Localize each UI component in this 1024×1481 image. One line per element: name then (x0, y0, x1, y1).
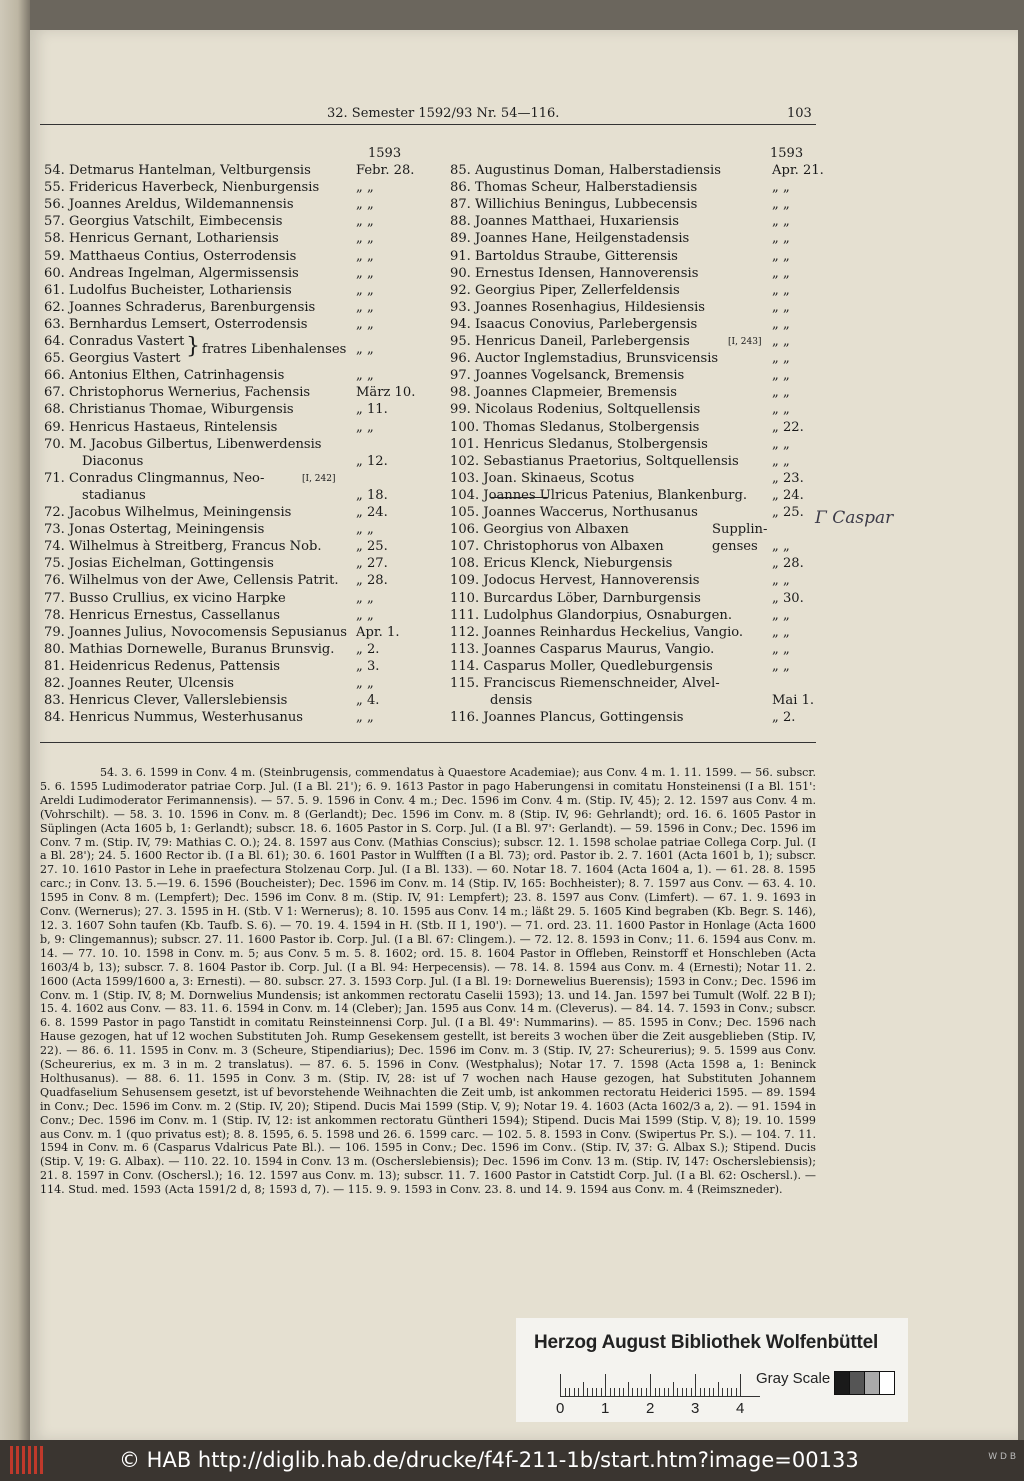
entry-name: 90. Ernestus Idensen, Hannoverensis (450, 265, 699, 281)
library-stamp (516, 1318, 908, 1422)
entry-name: 101. Henricus Sledanus, Stolbergensis (450, 436, 708, 452)
register-entry (44, 591, 286, 606)
register-entry (450, 522, 629, 537)
entry-name: 55. Fridericus Haverbeck, Nienburgensis (44, 180, 320, 196)
ruler-tick (727, 1388, 728, 1396)
entry-date: Febr. 28. (356, 163, 415, 178)
entry-date: „ „ (772, 607, 790, 623)
ruler-tick (695, 1374, 696, 1396)
header-rule (40, 124, 816, 125)
entry-date: „ „ (356, 522, 374, 538)
register-entry (44, 385, 310, 400)
entry-date: „ „ (772, 248, 790, 264)
ruler-number: 1 (601, 1400, 610, 1417)
entry-name: 95. Henricus Daneil, Parlebergensis (450, 334, 690, 349)
gray-swatch-dark (849, 1371, 865, 1395)
register-entry (450, 317, 697, 332)
register-entry (450, 351, 718, 366)
register-entry (450, 385, 677, 400)
page-number: 103 (787, 106, 812, 121)
register-entry (450, 676, 720, 691)
register-entry (450, 197, 697, 212)
ruler-tick (578, 1388, 579, 1396)
register-entry (450, 368, 684, 383)
register-entry (44, 539, 322, 554)
register-entry (450, 471, 634, 486)
entry-date: „ 24. (772, 487, 804, 503)
entry-name: 82. Joannes Reuter, Ulcensis (44, 676, 234, 691)
footnote-paragraph: 54. 3. 6. 1599 in Conv. 4 m. (Steinbrugensis, commendatus à Quaestore Academiae); aus Conv. 4 m. 1. 11. 1599. — 56. subscr. 5. 6. 1595 Ludimoderator patriae Corp. Jul. (I a Bl. 21'); 6. 9. 1613 Pastor in pago Haberungensi in comitatu Honsteinensi (I a Bl. 151': Areldi Ludimoderator Ferimannensis). — 57. 5. 9. 1596 in Conv. 4 m.; Dec. 1596 im Conv. 4 m. (Stip. IV, 45); 2. 12. 1597 aus Conv. 4 m. (Vohrschilt). — 58. 3. 10. 1596 in Conv. m. 8 (Gerlandt); Dec. 1596 im Conv. m. 8 (Stip. IV, 96: Gehrlandt); ord. 16. 6. 1605 Pastor in Süplingen (Acta 1605 b, 1: Gerlandt); subscr. 18. 6. 1605 Pastor in S. Corp. Jul. (I a Bl. 97': Gerlandt). — 59. 1596 in Conv.; Dec. 1596 im Conv. 7 m. (Stip. IV, 79: Mathias C. O.); 24. 8. 1597 aus Conv. (Mathias Conscius); subscr. 12. 1. 1598 scholae patriae Collega Corp. Jul. (I a Bl. 28'); 24. 5. 1600 Rector ib. (I a Bl. 61); 30. 6. 1601 Pastor in Wulfften (I a Bl. 73); ord. Pastor ib. 2. 7. 1601 (Acta 1601 b, 1); subscr. 27. 10. 1610 Pastor in Lehe in praefectura Stolzenau Corp. Jul. (I a Bl. 133). — 60. Notar 18. 7. 1604 (Acta 1604 a, 1). — 61. 28. 8. 1595 carc.; in Conv. 13. 5.—19. 6. 1596 (Boucheister); Dec. 1596 im Conv. m. 14 (Stip. IV, 165: Bochheister); 8. 7. 1597 aus Conv. — 63. 4. 10. 1595 in Conv. 8 m. (Lempfert); Dec. 1596 im Conv. 8 m. (Stip. IV, 91: Lempfert); 23. 8. 1597 aus Conv. (Limfert). — 67. 1. 9. 1693 in Conv. (Wernerus); 27. 3. 1595 in H. (Stb. V 1: Wernerus); 8. 10. 1595 aus Conv. 14 m.; läßt 29. 5. 1605 Kind begraben (Kb. Begr. S. 146), 12. 3. 1607 Sohn taufen (Kb. Taufb. S. 6). — 70. 19. 4. 1594 in H. (Stb. II 1, 190'). — 71. ord. 23. 11. 1600 Pastor in Honlage (Acta 1600 b, 9: Clingemannus); subscr. 27. 11. 1600 Pastor ib. Corp. Jul. (I a Bl. 67: Clingem.). — 72. 12. 8. 1593 in Conv.; 11. 6. 1594 aus Conv. m. 14. — 77. 10. 10. 1598 in Conv. m. 5; aus Conv. 5 m. 5. 8. 1602; ord. 15. 8. 1604 Pastor in Offleben, Reinstorff et Honschleben (Acta 1603/4 b, 13); subscr. 7. 8. 1604 Pastor ib. Corp. Jul. (I a Bl. 94: Herpecensis). — 78. 14. 8. 1594 aus Conv. m. 4 (Ernesti); Notar 11. 2. 1600 (Acta 1599/1600 a, 3: Ernesti). — 80. subscr. 27. 3. 1593 Corp. Jul. (I a Bl. 19: Dornewelius Buerensis); 1593 in Conv.; Dec. 1596 im Conv. m. 1 (Stip. IV, 8; M. Dornwelius Mundensis; ist ankommen rectoratu Caselii 1593); 13. und 14. Jan. 1597 bei Tumult (Wolf. 22 B I); 15. 4. 1602 aus Conv. — 83. 11. 6. 1594 in Conv. m. 14 (Cleber); Jan. 1595 aus Conv. 14 m. (Cleverus). — 84. 14. 7. 1593 in Conv.; subscr. 6. 8. 1599 Pastor in pago Tanstidt in comitatu Reinsteinnensi Corp. Jul. (I a Bl. 49': Nummarins). — 85. 1595 in Conv.; Dec. 1596 nach Hause gezogen, hat uf 12 wochen Substituten Joh. Rump Gesekensem gestellt, ist bereits 3 wochen über die Zeit ausgeblieben (Stip. IV, 22). — 86. 6. 11. 1595 in Conv. m. 3 (Scheure, Stipendiarius); Dec. 1596 im Conv. m. 3 (Stip. IV, 27: Scheurerius); 9. 5. 1599 aus Conv. (Scheurerius, ex m. 3 in m. 2 translatus). — 87. 6. 5. 1596 in Conv. (Westphalus); Notar 17. 7. 1598 (Acta 1598 a, 1: Beninck Holthusanus). — 88. 6. 11. 1595 in Conv. 3 m. (Stip. IV, 28: ist uf 7 wochen nach Hause gezogen, hat Substituten Johannem Quadfaselium Sehusensem gesetzt, ist uf bevorstehende Weihnachten die Zeit umb, ist ankommen rectoratu Heiderici 1595. — 89. 1594 in Conv.; Dec. 1596 im Conv. m. 2 (Stip. IV, 20); Stipend. Ducis Mai 1599 (Stip. V, 9); Notar 19. 4. 1603 (Acta 1602/3 a, 2). — 91. 1594 in Conv.; Dec. 1596 im Conv. m. 1 (Stip. IV, 12: ist ankommen rectoratu Güntheri 1594); Stipend. Ducis Mai 1599 (Stip. V, 8); 19. 10. 1599 aus Conv. m. 1 (quo privatus est); 8. 8. 1595, 6. 5. 1598 und 26. 6. 1599 carc. — 102. 5. 8. 1593 in Conv. (Swipertus Pr. S.). — 104. 7. 11. 1594 in Conv. m. 6 (Casparus Vdalricus Pate Bl.). — 106. 1595 in Conv.; Dec. 1596 im Conv.. (Stip. IV, 37: G. Albax S.); Stipend. Ducis (Stip. V, 19: G. Albax). — 110. 22. 10. 1594 in Conv. 13 m. (Oscherslebiensis); Dec. 1596 im Conv. 13 m. (Stip. IV, 147: Oscherslebiensis); 21. 8. 1597 in Conv. (Oschersl.); 16. 12. 1597 aus Conv. m. 13); subscr. 11. 7. 1600 Pastor in Catstidt Corp. Jul. (I a Bl. 62: Oschersl.). — 114. Stud. med. 1593 (Acta 1591/2 d, 8; 1593 d, 7). — 115. 9. 9. 1593 in Conv. 23. 8. und 14. 9. 1594 aus Conv. m. 4 (Reimszneder). (40, 766, 816, 1197)
entry-name: 92. Georgius Piper, Zellerfeldensis (450, 282, 680, 298)
ruler-tick (583, 1382, 584, 1396)
register-entry (44, 471, 264, 486)
entry-name: 111. Ludolphus Glandorpius, Osnaburgen. (450, 607, 732, 623)
strike-through (490, 497, 548, 498)
entry-name: 88. Joannes Matthaei, Huxariensis (450, 214, 679, 230)
entry-name: 97. Joannes Vogelsanck, Bremensis (450, 368, 685, 384)
hab-logo (8, 1446, 48, 1474)
ruler-tick (592, 1388, 593, 1396)
entry-date: „ „ (772, 624, 790, 640)
register-entry (44, 608, 280, 623)
register-entry (450, 437, 708, 452)
entry-date: „ „ (772, 282, 790, 298)
ruler-tick (623, 1388, 624, 1396)
gray-swatch-light (864, 1371, 880, 1395)
register-entry (450, 608, 732, 623)
entry-name: 109. Jodocus Hervest, Hannoverensis (450, 573, 700, 589)
entry-date: Apr. 1. (356, 624, 400, 640)
entry-date: „ „ (772, 316, 790, 332)
entry-date: „ 4. (356, 693, 380, 709)
ruler-tick (614, 1388, 615, 1396)
register-entry (450, 231, 689, 246)
register-entry (44, 317, 307, 332)
supplin-label: Supplin- (712, 522, 768, 538)
entry-name: 106. Georgius von Albaxen (450, 522, 629, 538)
register-entry (44, 249, 296, 264)
entry-name: 59. Matthaeus Contius, Osterrodensis (44, 248, 297, 264)
entry-date: „ 22. (772, 419, 804, 435)
entry-name: 71. Conradus Clingmannus, Neo- (44, 470, 265, 486)
entry-date: „ 28. (356, 573, 388, 589)
entry-name: 65. Georgius Vastert (44, 351, 181, 367)
register-entry (44, 676, 234, 691)
entry-name: 63. Bernhardus Lemsert, Osterrodensis (44, 316, 308, 332)
fratres-date: „ „ (356, 342, 374, 357)
entry-name: 107. Christophorus von Albaxen (450, 539, 664, 555)
ruler-tick (673, 1382, 674, 1396)
entry-date: „ „ (356, 265, 374, 281)
ruler-tick (601, 1388, 602, 1396)
entry-date: „ „ (356, 248, 374, 264)
ruler-tick (569, 1388, 570, 1396)
footnote-rule (40, 742, 816, 743)
entry-date: „ „ (772, 402, 790, 418)
entry-name: 69. Henricus Hastaeus, Rintelensis (44, 419, 278, 435)
entry-date: „ 28. (772, 556, 804, 572)
ruler-number: 2 (646, 1400, 655, 1417)
entry-name: 94. Isaacus Conovius, Parlebergensis (450, 316, 698, 332)
gray-swatch-white (879, 1371, 895, 1395)
ruler-tick (560, 1374, 561, 1396)
entry-name: 114. Casparus Moller, Quedleburgensis (450, 658, 713, 674)
ruler-tick (709, 1388, 710, 1396)
entry-date: „ „ (356, 368, 374, 384)
entry-date: „ „ (772, 573, 790, 589)
register-entry (44, 214, 282, 229)
entry-name: 78. Henricus Ernestus, Cassellanus (44, 607, 280, 623)
copyright-url[interactable]: © HAB http://diglib.hab.de/drucke/f4f-211-1b/start.htm?image=00133 (119, 1448, 859, 1472)
register-entry (44, 300, 315, 315)
entry-date: „ „ (772, 368, 790, 384)
register-entry (450, 266, 698, 281)
entry-name: Diaconus (82, 453, 144, 469)
entry-date: „ „ (356, 710, 374, 726)
register-entry (450, 556, 672, 571)
entry-date: „ 18. (356, 487, 388, 503)
entry-date: „ 3. (356, 658, 380, 674)
entry-date: „ 2. (356, 641, 380, 657)
ruler-tick (655, 1388, 656, 1396)
entry-date: „ 25. (356, 539, 388, 555)
register-entry (450, 163, 721, 178)
entry-date: „ „ (772, 658, 790, 674)
register-entry (44, 351, 181, 366)
entry-date: „ „ (772, 214, 790, 230)
entry-date: „ „ (772, 265, 790, 281)
entry-date: „ „ (356, 197, 374, 213)
entry-name: 54. Detmarus Hantelman, Veltburgensis (44, 163, 311, 178)
register-entry (450, 505, 698, 520)
entry-name: 98. Joannes Clapmeier, Bremensis (450, 385, 677, 401)
entry-date: „ 11. (356, 402, 388, 418)
left-year: 1593 (368, 146, 402, 161)
register-entry (44, 283, 292, 298)
register-entry (450, 249, 678, 264)
register-entry (450, 300, 705, 315)
ruler-tick (686, 1388, 687, 1396)
ruler-tick (574, 1388, 575, 1396)
ruler-tick (718, 1382, 719, 1396)
entry-name: 91. Bartoldus Straube, Gitterensis (450, 248, 678, 264)
entry-name: 68. Christianus Thomae, Wiburgensis (44, 402, 294, 418)
entry-name: 80. Mathias Dornewelle, Buranus Brunsvig. (44, 641, 335, 657)
entry-date: „ „ (772, 334, 790, 349)
register-entry (44, 334, 184, 349)
register-entry (44, 659, 280, 674)
ruler-tick (740, 1374, 741, 1396)
entry-name: 75. Josias Eichelman, Gottingensis (44, 556, 274, 572)
document-page (30, 30, 1018, 1440)
handwritten-note: Γ Caspar (815, 508, 894, 528)
fratres-label: fratres Libenhalenses (202, 342, 347, 357)
entry-date: „ „ (356, 282, 374, 298)
register-entry (44, 642, 334, 657)
entry-name: 104. Joannes Ulricus Patenius, Blankenburg. (450, 487, 747, 503)
register-entry (450, 402, 700, 417)
entry-name: 83. Henricus Clever, Vallerslebiensis (44, 693, 288, 709)
entry-name: 85. Augustinus Doman, Halberstadiensis (450, 163, 721, 178)
register-entry (44, 505, 291, 520)
entry-date: März 10. (356, 385, 416, 401)
footnotes (40, 766, 816, 1197)
entry-name: 113. Joannes Casparus Maurus, Vangio. (450, 641, 715, 657)
reference-mark: [I, 242] (302, 473, 336, 484)
ruler-tick (691, 1388, 692, 1396)
entry-name: 102. Sebastianus Praetorius, Soltquellensis (450, 453, 739, 469)
register-entry (450, 420, 699, 435)
library-name: Herzog August Bibliothek Wolfenbüttel (534, 1332, 879, 1353)
register-entry (44, 522, 264, 537)
entry-date: „ „ (772, 180, 790, 196)
entry-name: 93. Joannes Rosenhagius, Hildesiensis (450, 299, 705, 315)
register-entry (44, 693, 287, 708)
entry-name: 66. Antonius Elthen, Catrinhagensis (44, 368, 285, 384)
entry-date: „ 25. (772, 505, 804, 520)
entry-date: „ „ (356, 231, 374, 247)
entry-date: „ „ (356, 676, 374, 691)
ruler-tick (646, 1388, 647, 1396)
register-entry (490, 693, 532, 708)
entry-date: „ „ (772, 385, 790, 401)
entry-date: „ „ (772, 231, 790, 247)
entry-name: 76. Wilhelmus von der Awe, Cellensis Patrit. (44, 573, 339, 589)
ruler-tick (659, 1388, 660, 1396)
entry-date: „ „ (356, 299, 374, 315)
register-entry (450, 710, 683, 725)
brace: } (186, 334, 200, 359)
ruler-tick (650, 1374, 651, 1396)
ruler-tick (565, 1388, 566, 1396)
ruler-tick (637, 1388, 638, 1396)
register-entry (44, 368, 284, 383)
register-entry (44, 163, 311, 178)
register-entry (450, 283, 680, 298)
scale-ruler (560, 1362, 760, 1397)
running-head-title: 32. Semester 1592/93 Nr. 54—116. (327, 106, 560, 121)
entry-date: „ „ (772, 197, 790, 213)
ruler-tick (677, 1388, 678, 1396)
entry-name: 108. Ericus Klenck, Nieburgensis (450, 556, 673, 572)
entry-name: 86. Thomas Scheur, Halberstadiensis (450, 180, 698, 196)
entry-date: „ „ (772, 539, 790, 555)
ruler-tick (736, 1388, 737, 1396)
ruler-tick (713, 1388, 714, 1396)
ruler-number: 3 (691, 1400, 700, 1417)
footer-mark: W D B (988, 1452, 1016, 1462)
register-entry (450, 659, 713, 674)
entry-name: 84. Henricus Nummus, Westerhusanus (44, 710, 303, 726)
gray-swatch-black (834, 1371, 850, 1395)
entry-date: „ 23. (772, 470, 804, 486)
ruler-tick (664, 1388, 665, 1396)
entry-name: 57. Georgius Vatschilt, Eimbecensis (44, 214, 283, 230)
entry-name: 62. Joannes Schraderus, Barenburgensis (44, 299, 316, 315)
entry-date: „ 2. (772, 710, 796, 726)
entry-name: 61. Ludolfus Bucheister, Lothariensis (44, 282, 292, 298)
ruler-tick (587, 1388, 588, 1396)
supplin-label: genses (712, 539, 758, 555)
reference-mark: [I, 243] (728, 337, 762, 347)
entry-date: „ „ (772, 641, 790, 657)
entry-name: 74. Wilhelmus à Streitberg, Francus Nob. (44, 539, 322, 555)
register-entry (450, 539, 664, 554)
entry-date: „ „ (356, 180, 374, 196)
entry-date: „ „ (772, 436, 790, 452)
ruler-tick (605, 1374, 606, 1396)
entry-name: 77. Busso Crullius, ex vicino Harpke (44, 590, 286, 606)
ruler-tick (632, 1388, 633, 1396)
entry-name: 58. Henricus Gernant, Lothariensis (44, 231, 279, 247)
entry-name: stadianus (82, 487, 146, 503)
register-entry (44, 625, 347, 640)
entry-name: 81. Heidenricus Redenus, Pattensis (44, 658, 281, 674)
footer-bar (0, 1440, 1024, 1481)
register-entry (44, 266, 299, 281)
register-entry (44, 180, 319, 195)
entry-name: 60. Andreas Ingelman, Algermissensis (44, 265, 299, 281)
register-entry (450, 180, 697, 195)
ruler-tick (700, 1388, 701, 1396)
register-entry (450, 214, 679, 229)
register-entry (44, 556, 274, 571)
entry-name: 89. Joannes Hane, Heilgenstadensis (450, 231, 690, 247)
entry-name: 99. Nicolaus Rodenius, Soltquellensis (450, 402, 701, 418)
register-entry (44, 420, 277, 435)
ruler-tick (704, 1388, 705, 1396)
entry-date: „ 24. (356, 505, 388, 520)
entry-name: 67. Christophorus Wernerius, Fachensis (44, 385, 311, 401)
entry-name: 116. Joannes Plancus, Gottingensis (450, 710, 684, 726)
ruler-tick (668, 1388, 669, 1396)
entry-name: 103. Joan. Skinaeus, Scotus (450, 470, 635, 486)
register-entry (44, 197, 294, 212)
entry-name: densis (490, 693, 533, 709)
ruler-tick (610, 1388, 611, 1396)
register-entry (44, 437, 322, 452)
register-entry (450, 591, 701, 606)
entry-date: „ „ (772, 453, 790, 469)
entry-date: „ „ (772, 351, 790, 367)
register-entry (450, 642, 714, 657)
ruler-tick (641, 1388, 642, 1396)
entry-date: „ „ (356, 214, 374, 230)
ruler-number: 0 (556, 1400, 565, 1417)
entry-date: „ „ (356, 316, 374, 332)
entry-name: 87. Willichius Beningus, Lubbecensis (450, 197, 698, 213)
entry-name: 115. Franciscus Riemenschneider, Alvel- (450, 676, 720, 691)
register-entry (44, 402, 294, 417)
ruler-tick (722, 1388, 723, 1396)
entry-name: 73. Jonas Ostertag, Meiningensis (44, 522, 265, 538)
ruler-tick (596, 1388, 597, 1396)
entry-name: 64. Conradus Vastert (44, 334, 185, 349)
ruler-tick (682, 1388, 683, 1396)
entry-date: „ 30. (772, 590, 804, 606)
entry-date: Apr. 21. (772, 163, 824, 178)
entry-name: 79. Joannes Julius, Novocomensis Sepusianus (44, 624, 348, 640)
entry-date: „ 12. (356, 453, 388, 469)
entry-name: 112. Joannes Reinhardus Heckelius, Vangio. (450, 624, 744, 640)
register-entry (450, 334, 690, 349)
register-entry (44, 710, 303, 725)
entry-date: „ „ (356, 607, 374, 623)
ruler-tick (731, 1388, 732, 1396)
entry-name: 72. Jacobus Wilhelmus, Meiningensis (44, 505, 292, 520)
right-year: 1593 (770, 146, 804, 161)
register-entry (82, 488, 146, 503)
gray-scale-label: Gray Scale (756, 1370, 831, 1387)
register-entry (450, 573, 699, 588)
register-entry (82, 454, 143, 469)
entry-date: „ 27. (356, 556, 388, 572)
register-entry (44, 573, 339, 588)
entry-date: Mai 1. (772, 693, 815, 709)
ruler-tick (628, 1382, 629, 1396)
entry-name: 70. M. Jacobus Gilbertus, Libenwerdensis (44, 436, 322, 452)
register-entry (450, 488, 747, 503)
previous-page-edge (0, 0, 30, 1440)
entry-date: „ „ (356, 590, 374, 606)
entry-name: 56. Joannes Areldus, Wildemannensis (44, 197, 294, 213)
entry-date: „ „ (772, 299, 790, 315)
ruler-number: 4 (736, 1400, 745, 1417)
entry-date: „ „ (356, 419, 374, 435)
entry-name: 110. Burcardus Löber, Darnburgensis (450, 590, 701, 606)
entry-name: 96. Auctor Inglemstadius, Brunsvicensis (450, 351, 719, 367)
entry-name: 105. Joannes Waccerus, Northusanus (450, 505, 698, 520)
entry-name: 100. Thomas Sledanus, Stolbergensis (450, 419, 700, 435)
register-entry (450, 454, 739, 469)
register-entry (44, 231, 279, 246)
register-entry (450, 625, 743, 640)
ruler-tick (619, 1388, 620, 1396)
